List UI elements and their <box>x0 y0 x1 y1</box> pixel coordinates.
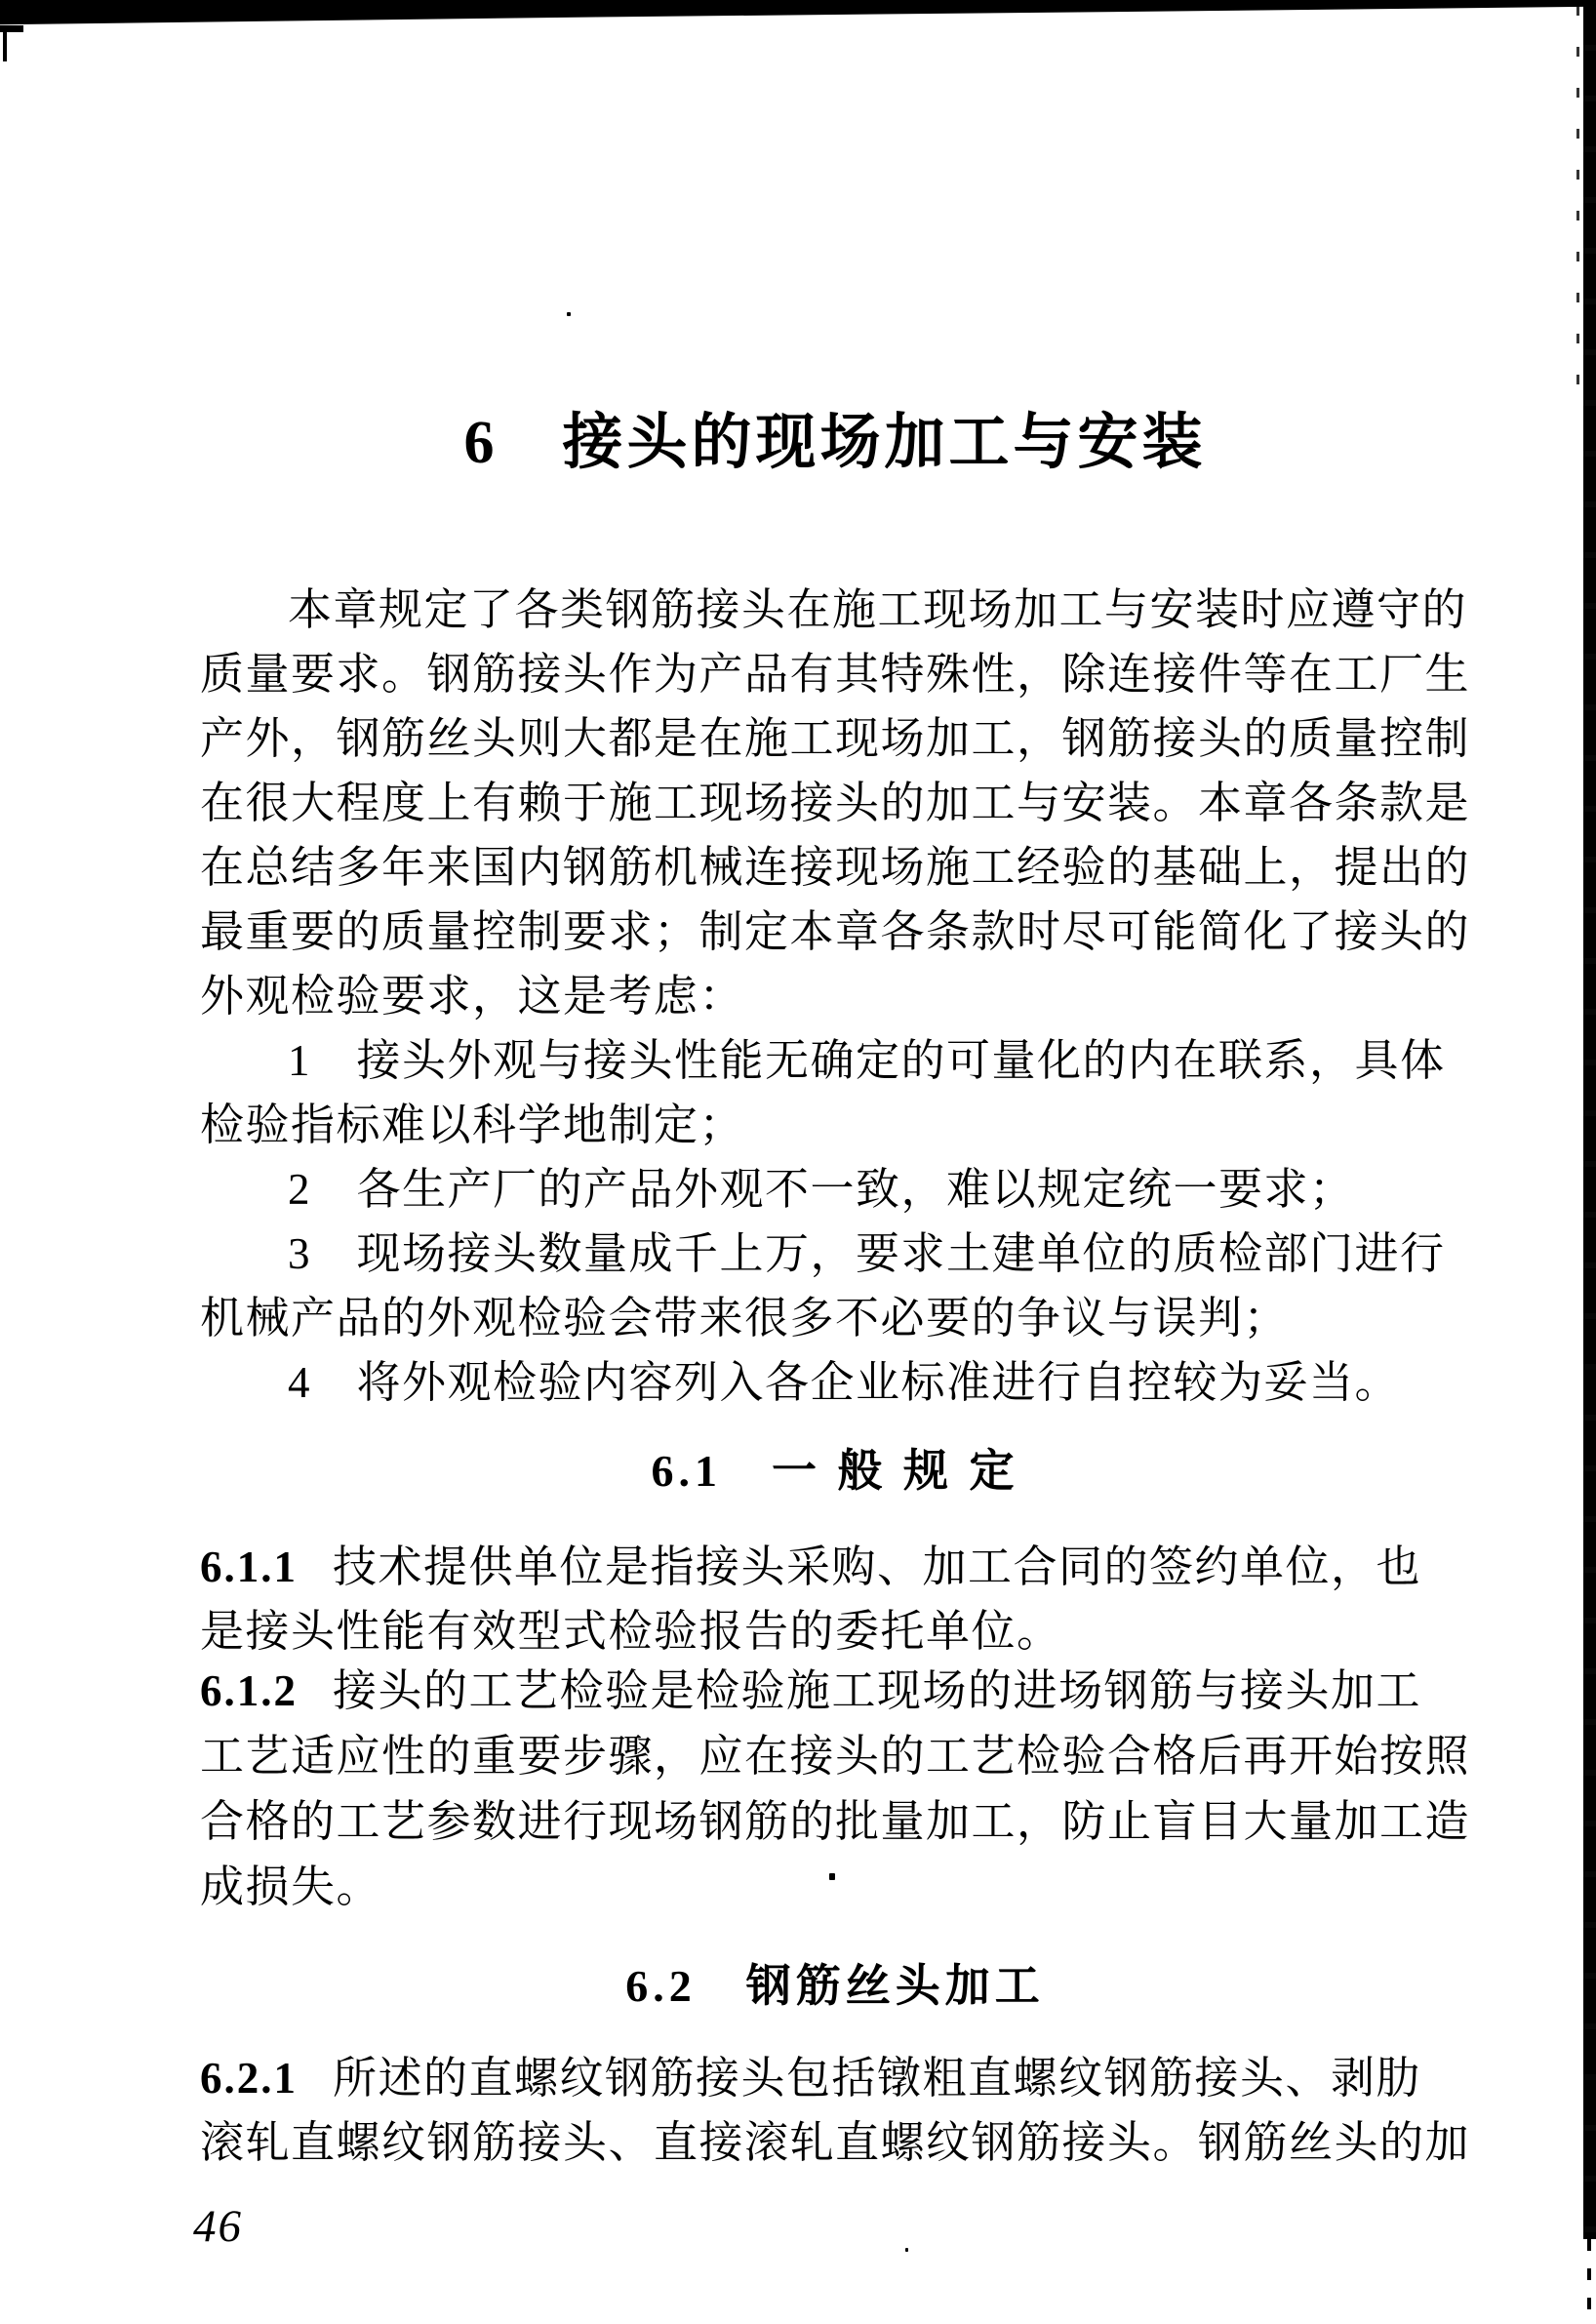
chapter-title: 6 接头的现场加工与安装 <box>463 410 1207 476</box>
numbered-item-line: 3 现场接头数量成千上万，要求土建单位的质检部门进行 <box>288 1229 1446 1278</box>
clause-6-2-1 <box>200 2046 1470 2175</box>
text-line: 成损失。 <box>200 1863 382 1911</box>
page-number: 46 <box>193 2201 243 2252</box>
scan-artifact-corner-mark <box>0 25 23 32</box>
text-line: 产外，钢筋丝头则大都是在施工现场加工，钢筋接头的质量控制 <box>200 714 1471 763</box>
text-line: 质量要求。钢筋接头作为产品有其特殊性，除连接件等在工厂生 <box>200 650 1471 699</box>
text-line: 在很大程度上有赖于施工现场接头的加工与安装。本章各条款是 <box>200 779 1471 827</box>
clause-first-line <box>200 2046 1470 2110</box>
section-heading-6-1: 6.1 一 般 规 定 <box>651 1446 1019 1496</box>
text-line: 最重要的质量控制要求；制定本章各条款时尽可能简化了接头的 <box>200 907 1471 956</box>
clause-6-1-2 <box>200 1659 1470 1920</box>
scan-artifact-top-bar <box>0 0 1596 27</box>
clause-text: 技术提供单位是指接头采购、加工合同的签约单位，也 <box>333 1543 1422 1591</box>
ink-speck <box>905 2248 908 2252</box>
text-line: 合格的工艺参数进行现场钢筋的批量加工，防止盲目大量加工造 <box>200 1797 1471 1846</box>
ink-speck <box>567 312 571 316</box>
text-line: 工艺适应性的重要步骤，应在接头的工艺检验合格后再开始按照 <box>200 1732 1471 1781</box>
scan-artifact-right-dashes <box>1576 6 1579 416</box>
numbered-item-line: 4 将外观检验内容列入各企业标准进行自控较为妥当。 <box>288 1358 1401 1407</box>
scan-artifact-right-tail <box>1587 2239 1591 2324</box>
numbered-item-line: 机械产品的外观检验会带来很多不必要的争议与误判； <box>200 1294 1290 1342</box>
numbered-item-line: 2 各生产厂的产品外观不一致，难以规定统一要求； <box>288 1165 1355 1214</box>
scan-artifact-corner-mark <box>3 32 7 61</box>
section-heading-6-2: 6.2 钢筋丝头加工 <box>625 1961 1045 2011</box>
text-line: 本章规定了各类钢筋接头在施工现场加工与安装时应遵守的 <box>288 585 1468 634</box>
numbered-item-line: 1 接头外观与接头性能无确定的可量化的内在联系，具体 <box>288 1036 1446 1085</box>
text-line: 在总结多年来国内钢筋机械连接现场施工经验的基础上，提出的 <box>200 843 1471 892</box>
numbered-item-line: 检验指标难以科学地制定； <box>200 1101 745 1149</box>
clause-text: 所述的直螺纹钢筋接头包括镦粗直螺纹钢筋接头、剥肋 <box>333 2054 1422 2103</box>
clause-number: 6.1.1 <box>200 1543 298 1591</box>
scan-artifact-right-bar <box>1583 0 1596 2239</box>
clause-number: 6.1.2 <box>200 1666 298 1715</box>
clause-6-1-1 <box>200 1535 1470 1663</box>
clause-number: 6.2.1 <box>200 2054 298 2103</box>
clause-first-line <box>200 1659 1470 1724</box>
text-line: 外观检验要求，这是考虑： <box>200 972 745 1021</box>
clause-text: 接头的工艺检验是检验施工现场的进场钢筋与接头加工 <box>333 1666 1422 1715</box>
clause-first-line <box>200 1535 1470 1599</box>
text-line: 是接头性能有效型式检验报告的委托单位。 <box>200 1607 1062 1656</box>
text-line: 滚轧直螺纹钢筋接头、直接滚轧直螺纹钢筋接头。钢筋丝头的加 <box>200 2118 1471 2167</box>
intro-paragraph <box>200 578 1470 1415</box>
